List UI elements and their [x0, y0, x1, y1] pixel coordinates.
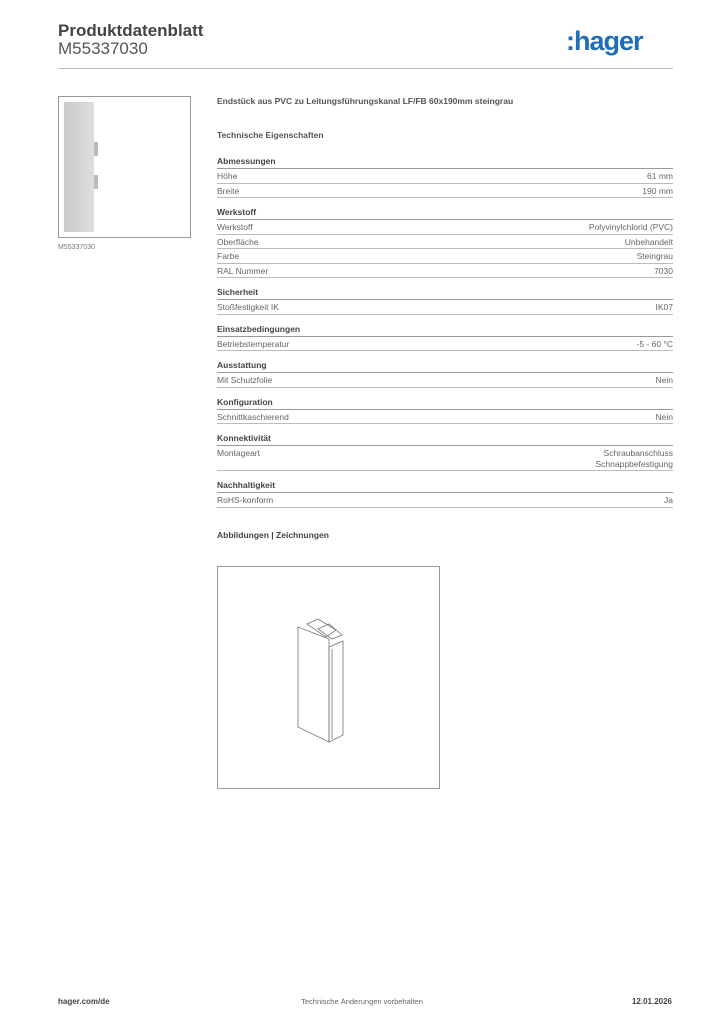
section-heading: Einsatzbedingungen — [217, 324, 673, 337]
property-row — [217, 184, 673, 199]
property-name: Oberfläche — [217, 236, 259, 247]
header-divider — [58, 68, 673, 69]
property-value: IK07 — [655, 302, 673, 312]
section-heading: Nachhaltigkeit — [217, 480, 673, 493]
property-name: Schnittkaschierend — [217, 411, 289, 422]
section-heading: Sicherheit — [217, 287, 673, 300]
property-name: RoHS-konform — [217, 495, 274, 505]
property-name: Betriebstemperatur — [217, 338, 290, 349]
property-value: Unbehandelt — [624, 236, 673, 247]
property-row — [217, 446, 673, 471]
property-row — [217, 373, 673, 388]
product-code: M55337030 — [58, 39, 148, 58]
hager-logo: :hager — [566, 26, 643, 56]
property-name: Mit Schutzfolie — [217, 375, 273, 385]
property-row — [217, 169, 673, 184]
property-row — [217, 493, 673, 508]
property-name: Breite — [217, 185, 240, 196]
property-value: Nein — [655, 411, 673, 422]
property-value: Nein — [655, 375, 673, 385]
property-name: Höhe — [217, 171, 238, 181]
page-title: Produktdatenblatt — [58, 21, 204, 40]
section-heading: Konfiguration — [217, 397, 673, 410]
property-name: Stoßfestigkeit IK — [217, 302, 279, 312]
property-row — [217, 249, 673, 264]
property-value: Ja — [664, 495, 673, 505]
property-name: Montageart — [217, 448, 260, 458]
footer-disclaimer: Technische Änderungen vorbehalten — [301, 997, 423, 1006]
product-details — [217, 96, 673, 540]
property-row — [217, 220, 673, 235]
figures-heading: Abbildungen | Zeichnungen — [217, 529, 329, 540]
product-image-label: M55337030 — [58, 244, 95, 251]
property-name: Werkstoff — [217, 222, 253, 232]
property-value: 7030 — [654, 265, 673, 276]
product-description: Endstück aus PVC zu Leitungsführungskanal LF/FB 60x190mm steingrau — [217, 96, 514, 106]
property-value: 61 mm — [647, 171, 673, 181]
product-image — [58, 96, 191, 238]
property-row — [217, 337, 673, 352]
property-row — [217, 410, 673, 425]
property-name: Farbe — [217, 251, 240, 261]
property-value: Polyvinylchlorid (PVC) — [588, 222, 673, 232]
property-row — [217, 300, 673, 315]
property-value: 190 mm — [642, 185, 673, 196]
product-drawing — [217, 566, 440, 789]
section-heading: Abmessungen — [217, 156, 673, 169]
footer-date: 12.01.2026 — [631, 997, 672, 1006]
property-row — [217, 235, 673, 250]
property-value: Schraubanschluss Schnappbefestigung — [595, 448, 673, 469]
property-row — [217, 264, 673, 279]
technical-properties-heading: Technische Eigenschaften — [217, 130, 324, 140]
property-value: -5 - 60 °C — [636, 338, 673, 349]
section-heading: Ausstattung — [217, 360, 673, 373]
section-heading: Werkstoff — [217, 207, 673, 220]
property-value: Steingrau — [636, 251, 673, 261]
property-name: RAL Nummer — [217, 265, 269, 276]
footer-website[interactable]: hager.com/de — [58, 997, 110, 1006]
section-heading: Konnektivität — [217, 433, 673, 446]
